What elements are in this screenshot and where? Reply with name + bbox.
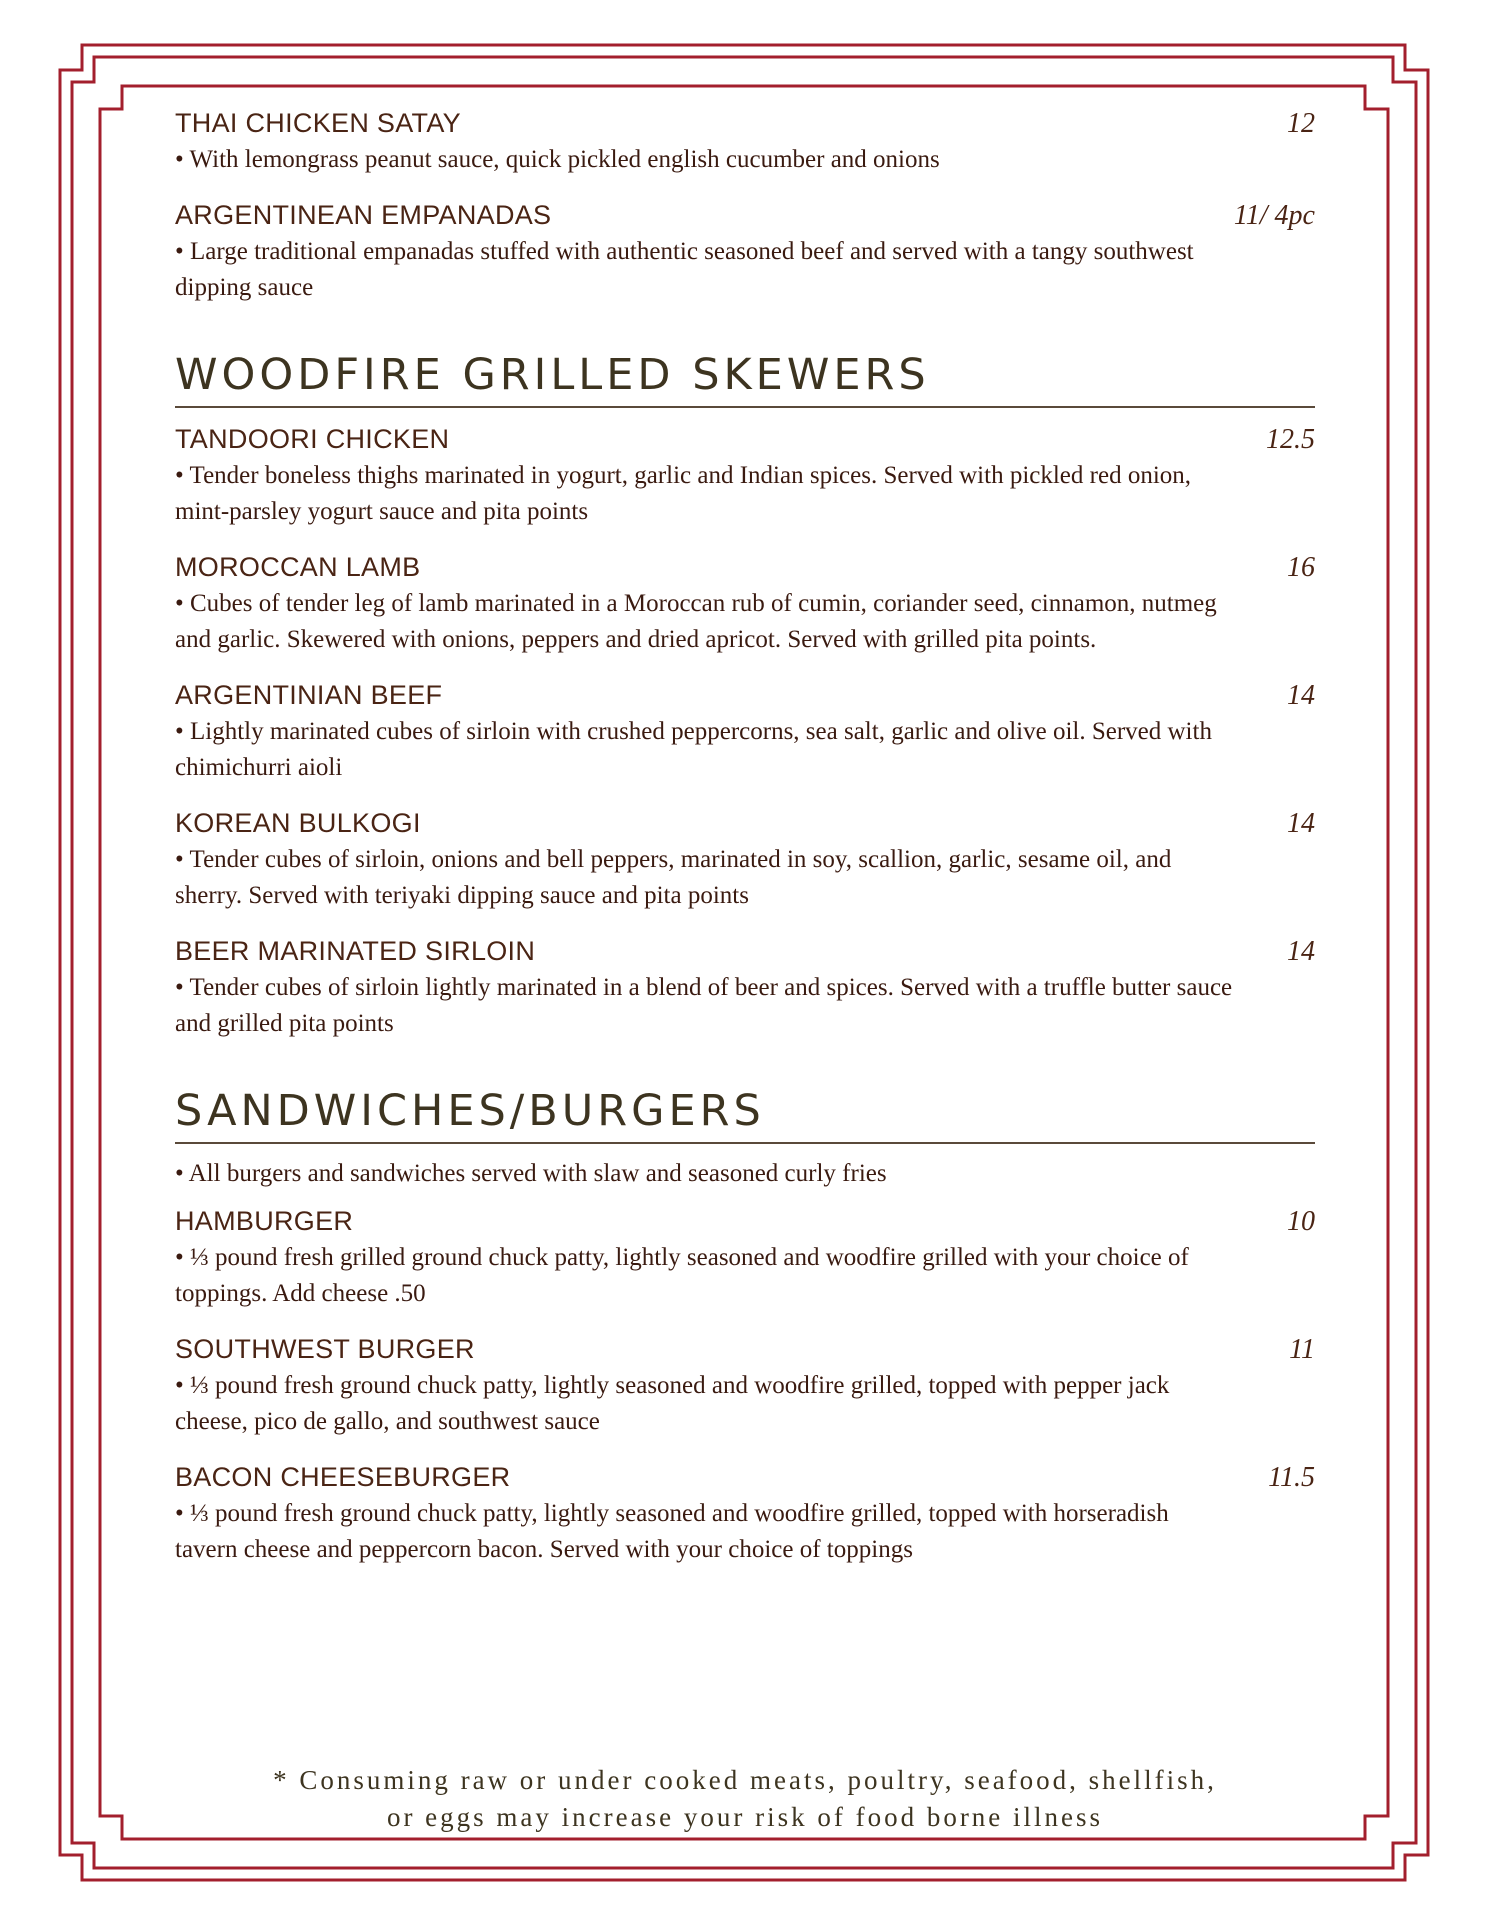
item-name: BACON CHEESEBURGER bbox=[175, 1462, 511, 1492]
item-description: • Tender cubes of sirloin, onions and bell peppers, marinated in soy, scallion, garlic, sesame oil, and sherry. Served with teriyaki dipping sauce and pita points bbox=[175, 846, 1172, 909]
item-description: • ⅓ pound fresh ground chuck patty, lightly seasoned and woodfire grilled, topped with pepper jack cheese, pico de gallo, and southwest sauce bbox=[175, 1372, 1170, 1435]
item-description: • Lightly marinated cubes of sirloin with crushed peppercorns, sea salt, garlic and olive oil. Served with chimichurri aioli bbox=[175, 718, 1212, 781]
menu-item bbox=[175, 552, 1315, 658]
item-name: MOROCCAN LAMB bbox=[175, 552, 421, 582]
menu-item bbox=[175, 680, 1315, 786]
menu-item bbox=[175, 808, 1315, 914]
food-safety-disclaimer bbox=[175, 1762, 1315, 1836]
item-price: 12 bbox=[1287, 108, 1315, 139]
menu-item bbox=[175, 108, 1315, 178]
menu-item bbox=[175, 1462, 1315, 1568]
disclaimer-line-1: * Consuming raw or under cooked meats, poultry, seafood, shellfish, bbox=[273, 1765, 1217, 1795]
item-price: 16 bbox=[1287, 552, 1315, 583]
item-description: • Cubes of tender leg of lamb marinated in a Moroccan rub of cumin, coriander seed, cinnamon, nutmeg and garlic. Skewered with onions, peppers and dried apricot. Served with grilled pita points. bbox=[175, 590, 1217, 653]
item-name: TANDOORI CHICKEN bbox=[175, 424, 450, 454]
item-description: • ⅓ pound fresh ground chuck patty, lightly seasoned and woodfire grilled, topped with horseradish tavern cheese and peppercorn bacon. Served with your choice of toppings bbox=[175, 1500, 1169, 1563]
menu-item bbox=[175, 424, 1315, 530]
item-price: 11/ 4pc bbox=[1233, 200, 1315, 231]
item-price: 14 bbox=[1287, 808, 1315, 839]
item-price: 12.5 bbox=[1266, 424, 1315, 455]
item-description: • Large traditional empanadas stuffed with authentic seasoned beef and served with a tangy southwest dipping sauce bbox=[175, 238, 1194, 301]
menu-content bbox=[175, 108, 1315, 1590]
item-name: HAMBURGER bbox=[175, 1206, 354, 1236]
item-name: BEER MARINATED SIRLOIN bbox=[175, 936, 536, 966]
item-price: 14 bbox=[1287, 680, 1315, 711]
item-description: • With lemongrass peanut sauce, quick pickled english cucumber and onions bbox=[175, 146, 940, 173]
item-name: THAI CHICKEN SATAY bbox=[175, 108, 461, 138]
item-price: 11 bbox=[1289, 1334, 1315, 1365]
menu-item bbox=[175, 200, 1315, 306]
section-note: • All burgers and sandwiches served with slaw and seasoned curly fries bbox=[175, 1160, 887, 1187]
item-name: ARGENTINEAN EMPANADAS bbox=[175, 200, 552, 230]
menu-item bbox=[175, 936, 1315, 1042]
item-price: 14 bbox=[1287, 936, 1315, 967]
section-sandwiches bbox=[175, 1086, 1315, 1568]
section-skewers bbox=[175, 350, 1315, 1042]
item-description: • Tender boneless thighs marinated in yogurt, garlic and Indian spices. Served with pickled red onion, mint-parsley yogurt sauce and pita points bbox=[175, 462, 1192, 525]
menu-item bbox=[175, 1206, 1315, 1312]
disclaimer-line-2: or eggs may increase your risk of food borne illness bbox=[386, 1802, 1104, 1832]
section-title: WOODFIRE GRILLED SKEWERS bbox=[175, 350, 1315, 408]
item-description: • ⅓ pound fresh grilled ground chuck patty, lightly seasoned and woodfire grilled with your choice of toppings. Add cheese .50 bbox=[175, 1244, 1189, 1307]
section-title: SANDWICHES/BURGERS bbox=[175, 1086, 1315, 1144]
item-name: ARGENTINIAN BEEF bbox=[175, 680, 443, 710]
item-price: 10 bbox=[1287, 1206, 1315, 1237]
item-price: 11.5 bbox=[1268, 1462, 1315, 1493]
item-name: SOUTHWEST BURGER bbox=[175, 1334, 475, 1364]
item-name: KOREAN BULKOGI bbox=[175, 808, 421, 838]
item-description: • Tender cubes of sirloin lightly marinated in a blend of beer and spices. Served with a truffle butter sauce and grilled pita points bbox=[175, 974, 1233, 1037]
menu-item bbox=[175, 1334, 1315, 1440]
